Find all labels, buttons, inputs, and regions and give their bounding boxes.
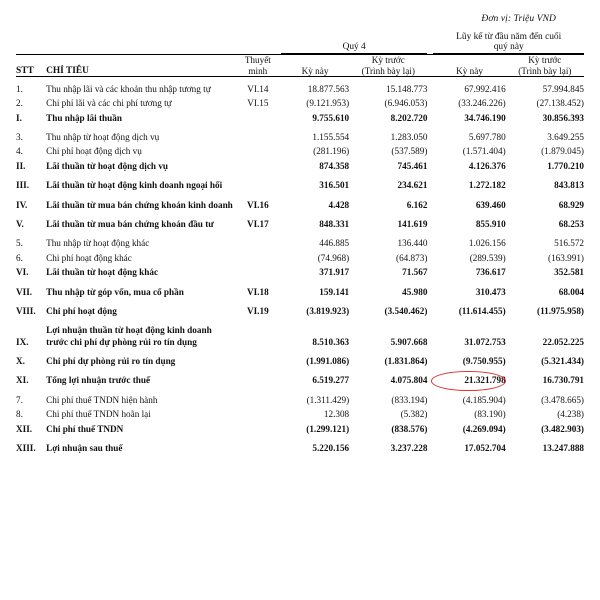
row-ytd-current: (1.571.404) [462, 146, 506, 157]
row-q4-current: (281.196) [313, 146, 350, 157]
row-ytd-current: 736.617 [475, 267, 506, 278]
row-note-ref [235, 442, 281, 456]
row-stt: 8. [16, 409, 23, 420]
header-ytd-previous [506, 55, 584, 76]
table-row [16, 393, 584, 407]
row-stt: 1. [16, 83, 23, 94]
table-row [16, 408, 584, 422]
row-q4-previous: 15.148.773 [386, 83, 428, 94]
row-q4-current: 316.501 [319, 180, 350, 191]
row-ytd-current: 1.026.156 [468, 238, 506, 249]
row-q4-current: 9.755.610 [312, 112, 350, 123]
header-group-row [16, 32, 584, 55]
row-ytd-previous: 57.994.845 [542, 83, 584, 94]
row-q4-previous: 4.075.804 [390, 375, 428, 386]
header-q4-previous-line1: Kỳ trước [371, 55, 405, 65]
row-ytd-previous: (5.321.434) [541, 356, 584, 367]
row-stt: VIII. [16, 306, 36, 317]
row-ytd-previous: 68.004 [558, 286, 584, 297]
row-ytd-previous: (27.138.452) [536, 98, 584, 109]
row-ytd-previous: (3.482.903) [541, 423, 584, 434]
row-q4-previous: (838.576) [391, 423, 428, 434]
row-stt: V. [16, 219, 24, 229]
row-ytd-previous: 68.929 [558, 199, 584, 210]
row-label: Lãi thuần từ hoạt động dịch vụ [46, 160, 169, 171]
row-stt: 3. [16, 131, 23, 142]
row-ytd-previous: 843.813 [554, 180, 584, 191]
row-q4-current: 159.141 [319, 286, 350, 297]
row-stt: 6. [16, 252, 23, 263]
row-note-ref [235, 130, 281, 144]
row-label: Chi phí hoạt động [46, 306, 117, 317]
header-criteria: CHỈ TIÊU [46, 66, 89, 77]
row-label: Chi phí lãi và các chi phí tương tự [46, 98, 172, 109]
row-ytd-previous: 1.770.210 [547, 160, 584, 171]
row-note-ref [235, 266, 281, 280]
row-label: Thu nhập lãi và các khoản thu nhập tương tự [46, 83, 211, 94]
table-row [16, 97, 584, 111]
row-q4-previous: (537.589) [391, 146, 428, 157]
row-stt: 5. [16, 238, 23, 249]
table-row [16, 266, 584, 280]
header-note-line2: minh [248, 65, 268, 76]
row-q4-previous: 1.283.050 [390, 131, 428, 142]
row-stt: III. [16, 180, 30, 191]
row-ytd-previous: 352.581 [554, 267, 584, 278]
row-ytd-previous: 13.247.888 [542, 443, 584, 454]
header-group-q4 [281, 32, 428, 55]
table-row [16, 237, 584, 251]
row-ytd-current: 31.072.753 [464, 336, 506, 347]
row-stt: XII. [16, 423, 33, 434]
row-ytd-previous: (11.975.958) [537, 306, 584, 317]
row-q4-previous: 45.980 [402, 286, 428, 297]
row-q4-current: 848.331 [319, 219, 350, 229]
row-ytd-current: (4.269.094) [462, 423, 506, 434]
row-ytd-current: (11.614.455) [458, 306, 506, 317]
row-stt: 7. [16, 394, 23, 405]
row-note-ref: VI.19 [246, 306, 269, 317]
row-q4-current: 18.877.563 [307, 83, 350, 94]
row-q4-current: 6.519.277 [312, 375, 350, 386]
row-q4-previous: (5.382) [400, 409, 428, 420]
row-ytd-current: (33.246.226) [458, 98, 506, 109]
row-note-ref [235, 179, 281, 193]
row-q4-current: 371.917 [319, 267, 350, 278]
table-row [16, 82, 584, 96]
row-note-ref [235, 374, 281, 388]
row-q4-current: (1.311.429) [306, 394, 350, 405]
row-q4-current: 4.428 [328, 199, 350, 210]
row-ytd-current: 34.746.190 [464, 112, 506, 123]
row-ytd-previous: 30.856.393 [542, 112, 584, 123]
header-q4-current: Kỳ này [301, 65, 329, 76]
row-ytd-previous: (163.991) [548, 252, 584, 263]
table-row [16, 442, 584, 456]
header-group-ytd-line1: Lũy kế từ đầu năm đến cuối [456, 32, 562, 42]
row-q4-previous: 745.461 [397, 160, 428, 171]
row-note-ref [235, 393, 281, 407]
row-stt: VII. [16, 286, 33, 297]
row-q4-previous: 8.202.720 [390, 112, 428, 123]
header-group-q4-label: Quý 4 [281, 42, 428, 54]
table-row [16, 111, 584, 125]
table-row [16, 285, 584, 299]
row-stt: XI. [16, 375, 29, 386]
row-ytd-previous: 516.572 [554, 238, 584, 249]
header-group-ytd-line2: quý này [433, 42, 584, 54]
row-q4-current: (1.299.121) [306, 423, 350, 434]
row-ytd-current: (289.539) [469, 252, 506, 263]
row-q4-previous: (3.540.462) [384, 306, 428, 317]
row-label: Lãi thuần từ hoạt động kinh doanh ngoại hối [46, 180, 223, 191]
row-q4-previous: (64.873) [396, 252, 428, 263]
table-row [16, 198, 584, 212]
row-label: Lợi nhuận sau thuế [46, 443, 123, 454]
header-note-line1: Thuyết [244, 55, 271, 65]
row-note-ref [235, 422, 281, 436]
row-q4-previous: (833.194) [391, 394, 428, 405]
row-ytd-previous: (3.478.665) [541, 394, 584, 405]
row-ytd-previous: (1.879.045) [541, 146, 584, 157]
row-stt: 4. [16, 146, 23, 157]
table-header [16, 32, 584, 82]
table-row [16, 374, 584, 388]
row-label: Thu nhập từ hoạt động khác [46, 238, 150, 249]
row-note-ref [235, 145, 281, 159]
row-note-ref: VI.16 [246, 199, 269, 210]
row-q4-previous: 141.619 [397, 219, 428, 229]
row-stt: I. [16, 112, 22, 123]
header-ytd-previous-line2: (Trình bày lại) [518, 65, 572, 76]
row-q4-previous: 6.162 [406, 199, 428, 210]
row-stt: IX. [16, 336, 29, 347]
unit-note: Đơn vị: Triệu VND [481, 14, 556, 24]
row-q4-current: 12.308 [323, 409, 350, 420]
table-row [16, 251, 584, 265]
header-group-ytd [433, 32, 584, 55]
header-ytd-current: Kỳ này [456, 65, 483, 76]
row-stt: VI. [16, 267, 29, 278]
row-label: Lãi thuần từ mua bán chứng khoán kinh doanh [46, 199, 233, 210]
row-ytd-current: (83.190) [474, 409, 506, 420]
row-label: Chi phí hoạt động dịch vụ [46, 146, 142, 157]
row-q4-previous: 234.621 [397, 180, 428, 191]
row-ytd-current: 4.126.376 [468, 160, 506, 171]
row-ytd-previous: 22.052.225 [542, 336, 584, 347]
row-ytd-current: 855.910 [475, 219, 506, 229]
row-ytd-previous: 3.649.255 [547, 131, 584, 142]
header-columns-row [16, 55, 584, 76]
row-ytd-previous: 68.253 [558, 219, 584, 229]
row-note-ref [235, 159, 281, 173]
row-ytd-current: (4.185.904) [462, 394, 506, 405]
row-q4-current: 5.220.156 [312, 443, 350, 454]
row-ytd-current: 639.460 [475, 199, 506, 210]
header-stt: STT [16, 66, 34, 77]
row-note-ref [235, 354, 281, 368]
table-row [16, 304, 584, 318]
row-ytd-previous: (4.238) [557, 409, 584, 420]
row-q4-current: 874.358 [319, 160, 350, 171]
row-q4-previous: (6.946.053) [384, 98, 428, 109]
row-ytd-current: (9.750.955) [462, 356, 506, 367]
row-stt: II. [16, 160, 26, 171]
header-q4-previous [349, 55, 427, 76]
row-label: Thu nhập từ góp vốn, mua cổ phần [46, 286, 184, 297]
row-note-ref [235, 111, 281, 125]
row-q4-previous: 3.237.228 [390, 443, 428, 454]
row-label: Lợi nhuận thuần từ hoạt động kinh doanh trước chi phí dự phòng rủi ro tín dụng [46, 325, 212, 347]
row-note-ref [235, 324, 281, 350]
row-label: Chi phí hoạt động khác [46, 252, 132, 263]
row-ytd-current: 17.052.704 [464, 443, 506, 454]
row-q4-current: 446.885 [319, 238, 350, 249]
table-row [16, 354, 584, 368]
row-ytd-current: 310.473 [475, 286, 506, 297]
table-row [16, 217, 584, 231]
row-label: Thu nhập lãi thuần [46, 112, 122, 123]
row-note-ref [235, 408, 281, 422]
row-note-ref: VI.17 [246, 219, 269, 229]
row-q4-current: (1.991.086) [306, 356, 350, 367]
income-statement-table [16, 32, 584, 456]
row-note-ref: VI.15 [247, 98, 269, 109]
row-label: Lãi thuần từ hoạt động khác [46, 267, 159, 278]
row-label: Tổng lợi nhuận trước thuế [46, 375, 151, 386]
header-note [235, 55, 281, 76]
row-stt: 2. [16, 98, 23, 109]
row-q4-current: 1.155.554 [312, 131, 350, 142]
row-label: Chi phí thuế TNDN [46, 423, 124, 434]
table-row [16, 159, 584, 173]
row-label: Lãi thuần từ mua bán chứng khoán đầu tư [46, 219, 214, 229]
table-row [16, 324, 584, 350]
row-note-ref: VI.18 [246, 286, 269, 297]
row-q4-current: (3.819.923) [306, 306, 350, 317]
table-row [16, 130, 584, 144]
row-ytd-current: 1.272.182 [468, 180, 506, 191]
row-ytd-current: 5.697.780 [468, 131, 506, 142]
row-q4-previous: 71.567 [402, 267, 428, 278]
row-q4-current: (9.121.953) [306, 98, 350, 109]
row-note-ref [235, 237, 281, 251]
row-q4-previous: (1.831.864) [384, 356, 428, 367]
row-label: Thu nhập từ hoạt động dịch vụ [46, 131, 160, 142]
row-stt: XIII. [16, 443, 36, 454]
table-body [16, 82, 584, 456]
row-stt: IV. [16, 199, 28, 210]
table-row [16, 422, 584, 436]
header-ytd-previous-line1: Kỳ trước [528, 55, 562, 65]
header-q4-previous-line2: (Trình bày lại) [361, 65, 415, 76]
row-label: Chi phí dự phòng rủi ro tín dụng [46, 356, 176, 367]
row-stt: X. [16, 356, 25, 367]
row-ytd-current: 67.992.416 [464, 83, 506, 94]
row-q4-previous: 136.440 [397, 238, 428, 249]
row-label: Chi phí thuế TNDN hiện hành [46, 394, 158, 405]
table-row [16, 179, 584, 193]
row-label: Chi phí thuế TNDN hoãn lại [46, 409, 151, 420]
row-q4-previous: 5.907.668 [390, 336, 428, 347]
row-note-ref: VI.14 [247, 83, 269, 94]
table-row [16, 145, 584, 159]
row-q4-current: (74.968) [317, 252, 350, 263]
row-q4-current: 8.510.363 [312, 336, 350, 347]
row-ytd-previous: 16.730.791 [542, 375, 584, 386]
row-note-ref [235, 251, 281, 265]
row-ytd-current: 21.321.798 [433, 374, 505, 388]
